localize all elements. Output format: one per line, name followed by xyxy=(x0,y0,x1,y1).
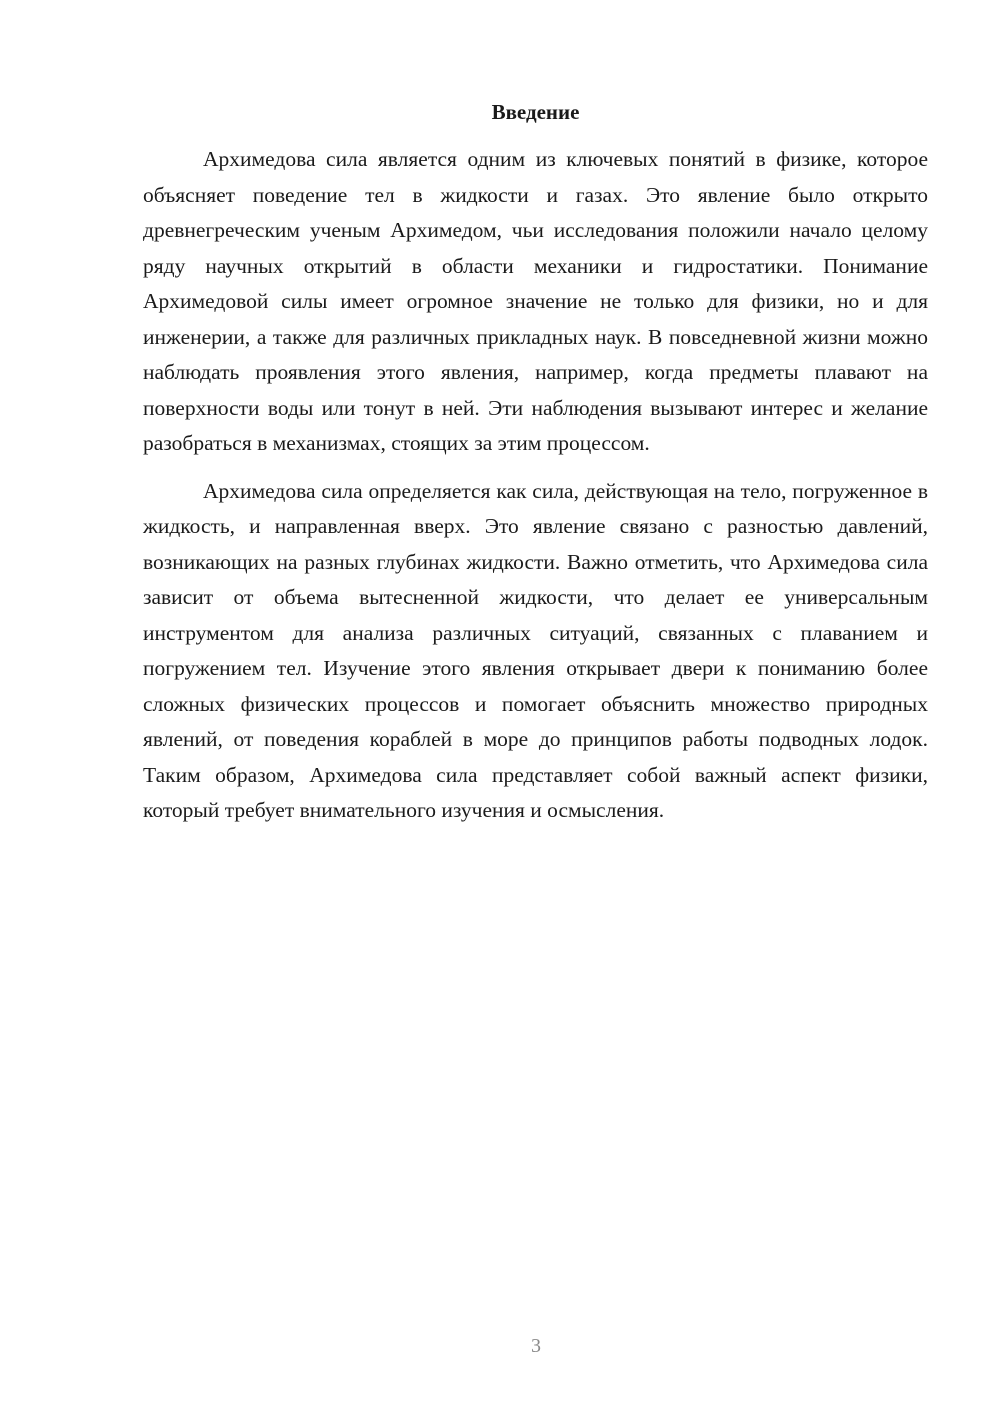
paragraph-2: Архимедова сила определяется как сила, действующая на тело, погруженное в жидкость, и направленная вверх. Это явление связано с разностью давлений, возникающих на разных глубинах жидкости. Важно отметить, что Архимедова сила зависит от объема вытесненной жидкости, что делает ее универсальным инструментом для анализа различных ситуаций, связанных с плаванием и погружением тел. Изучение этого явления открывает двери к пониманию более сложных физических процессов и помогает объяснить множество природных явлений, от поведения кораблей в море до принципов работы подводных лодок. Таким образом, Архимедова сила представляет собой важный аспект физики, который требует внимательного изучения и осмысления. xyxy=(143,478,928,822)
page-number: 3 xyxy=(531,1335,541,1357)
body-text xyxy=(143,142,928,829)
paragraph-1: Архимедова сила является одним из ключевых понятий в физике, которое объясняет поведение тел в жидкости и газах. Это явление было открыто древнегреческим ученым Архимедом, чьи исследования положили начало целому ряду научных открытий в области механики и гидростатики. Понимание Архимедовой силы имеет огромное значение не только для физики, но и для инженерии, а также для различных прикладных наук. В повседневной жизни можно наблюдать проявления этого явления, например, когда предметы плавают на поверхности воды или тонут в ней. Эти наблюдения вызывают интерес и желание разобраться в механизмах, стоящих за этим процессом. xyxy=(143,147,928,455)
section-heading: Введение xyxy=(491,100,580,124)
